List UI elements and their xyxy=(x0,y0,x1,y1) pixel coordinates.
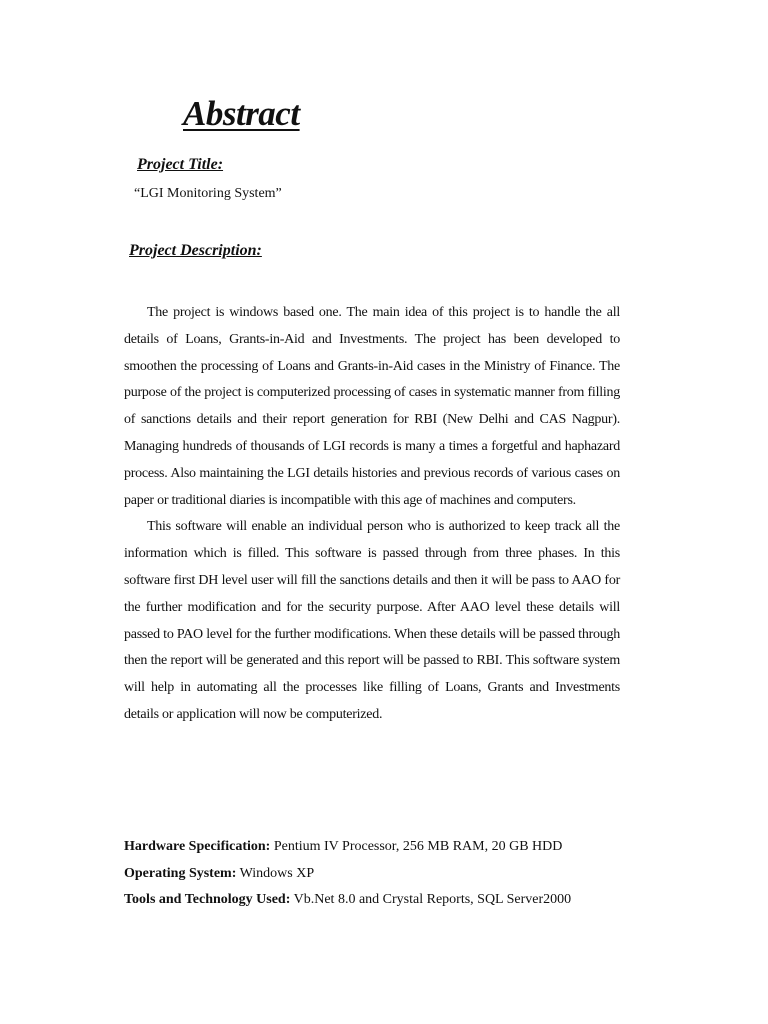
specifications-block xyxy=(124,834,644,914)
hardware-spec-row xyxy=(124,834,644,861)
description-paragraph-2: This software will enable an individual person who is authorized to keep track all the information which is filled. This software is passed through from three phases. In this software first DH level user will fill the sanctions details and then it will be pass to AAO for the further modification and for the security purpose. After AAO level these details will passed to PAO level for the further modifications. When these details will be passed through then the report will be generated and this report will be passed to RBI. This software system will help in automating all the processes like filling of Loans, Grants and Investments details or application will now be computerized. xyxy=(124,519,620,722)
project-title-text: “LGI Monitoring System” xyxy=(134,186,282,201)
hardware-spec-value: Pentium IV Processor, 256 MB RAM, 20 GB HDD xyxy=(270,839,563,854)
project-description-heading: Project Description: xyxy=(129,242,262,259)
page-title: Abstract xyxy=(183,94,300,133)
project-description-body xyxy=(124,300,620,729)
tools-spec-value: Vb.Net 8.0 and Crystal Reports, SQL Server2000 xyxy=(290,892,572,907)
hardware-spec-label: Hardware Specification: xyxy=(124,839,271,854)
description-paragraph-1: The project is windows based one. The main idea of this project is to handle the all details of Loans, Grants-in-Aid and Investments. The project has been developed to smoothen the processing of Loans and Grants-in-Aid cases in the Ministry of Finance. The purpose of the project is computerized processing of cases in systematic manner from filling of sanctions details and their report generation for RBI (New Delhi and CAS Nagpur). Managing hundreds of thousands of LGI records is many a times a forgetful and haphazard process. Also maintaining the LGI details histories and previous records of various cases on paper or traditional diaries is incompatible with this age of machines and computers. xyxy=(124,305,620,508)
os-spec-label: Operating System: xyxy=(124,865,237,881)
tools-spec-label: Tools and Technology Used: xyxy=(124,892,291,907)
project-title-heading: Project Title: xyxy=(137,156,224,173)
os-spec-row xyxy=(124,861,644,888)
os-spec-value: Windows XP xyxy=(236,865,315,881)
tools-spec-row xyxy=(124,887,644,914)
